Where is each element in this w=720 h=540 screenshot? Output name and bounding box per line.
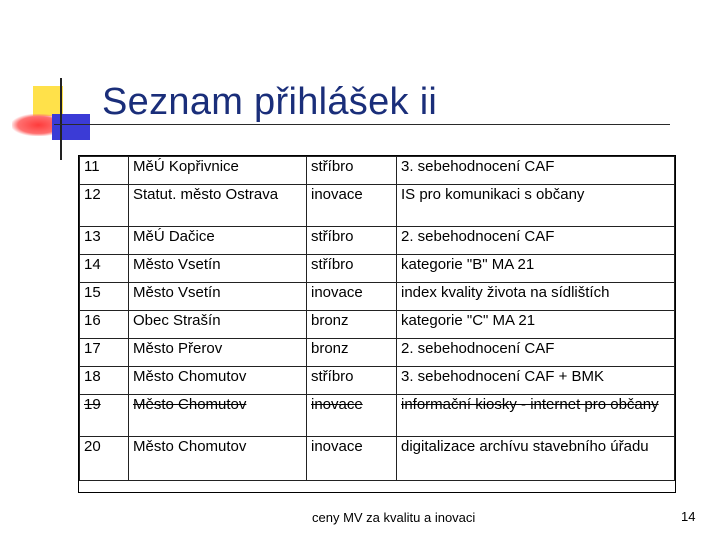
cell-subject: 3. sebehodnocení CAF + BMK — [397, 367, 675, 395]
cell-subject: 3. sebehodnocení CAF — [397, 157, 675, 185]
cell-applicant: Město Chomutov — [129, 395, 307, 437]
cell-number: 11 — [80, 157, 129, 185]
cell-applicant: Město Přerov — [129, 339, 307, 367]
cell-number: 17 — [80, 339, 129, 367]
cell-applicant: Město Vsetín — [129, 283, 307, 311]
cell-subject: 2. sebehodnocení CAF — [397, 339, 675, 367]
cell-subject: kategorie "C" MA 21 — [397, 311, 675, 339]
cell-award: stříbro — [307, 255, 397, 283]
applications-table-frame — [78, 155, 676, 493]
decor-red-glow — [12, 114, 56, 136]
cell-subject: 2. sebehodnocení CAF — [397, 227, 675, 255]
cell-number: 18 — [80, 367, 129, 395]
cell-applicant: MěÚ Dačice — [129, 227, 307, 255]
cell-subject: kategorie "B" MA 21 — [397, 255, 675, 283]
cell-subject: digitalizace archívu stavebního úřadu — [397, 437, 675, 481]
cell-award: inovace — [307, 437, 397, 481]
cell-subject: informační kiosky - internet pro občany — [397, 395, 675, 437]
slide-title: Seznam přihlášek ii — [102, 81, 438, 123]
cell-number: 15 — [80, 283, 129, 311]
applications-table — [79, 156, 675, 481]
table-row — [80, 255, 675, 283]
cell-applicant: MěÚ Kopřivnice — [129, 157, 307, 185]
decor-yellow-square — [33, 86, 63, 116]
cell-award: inovace — [307, 395, 397, 437]
cell-subject: IS pro komunikaci s občany — [397, 185, 675, 227]
table-row — [80, 185, 675, 227]
cell-number: 19 — [80, 395, 129, 437]
cell-applicant: Statut. město Ostrava — [129, 185, 307, 227]
cell-applicant: Město Chomutov — [129, 437, 307, 481]
cell-award: bronz — [307, 339, 397, 367]
page-number: 14 — [681, 509, 696, 524]
cell-subject: index kvality života na sídlištích — [397, 283, 675, 311]
cell-applicant: Město Vsetín — [129, 255, 307, 283]
slide-footer: ceny MV za kvalitu a inovaci — [312, 510, 476, 525]
cell-award: inovace — [307, 283, 397, 311]
cell-number: 16 — [80, 311, 129, 339]
decor-vertical-line — [60, 78, 62, 160]
cell-award: stříbro — [307, 367, 397, 395]
cell-number: 20 — [80, 437, 129, 481]
cell-applicant: Město Chomutov — [129, 367, 307, 395]
table-row — [80, 367, 675, 395]
table-row — [80, 339, 675, 367]
table-row — [80, 437, 675, 481]
decor-blue-square — [52, 114, 90, 140]
cell-number: 13 — [80, 227, 129, 255]
table-row-struck — [80, 395, 675, 437]
table-row — [80, 157, 675, 185]
table-row — [80, 227, 675, 255]
cell-number: 12 — [80, 185, 129, 227]
table-row — [80, 311, 675, 339]
cell-applicant: Obec Strašín — [129, 311, 307, 339]
table-row — [80, 283, 675, 311]
cell-award: bronz — [307, 311, 397, 339]
cell-award: stříbro — [307, 157, 397, 185]
cell-award: stříbro — [307, 227, 397, 255]
cell-award: inovace — [307, 185, 397, 227]
cell-number: 14 — [80, 255, 129, 283]
